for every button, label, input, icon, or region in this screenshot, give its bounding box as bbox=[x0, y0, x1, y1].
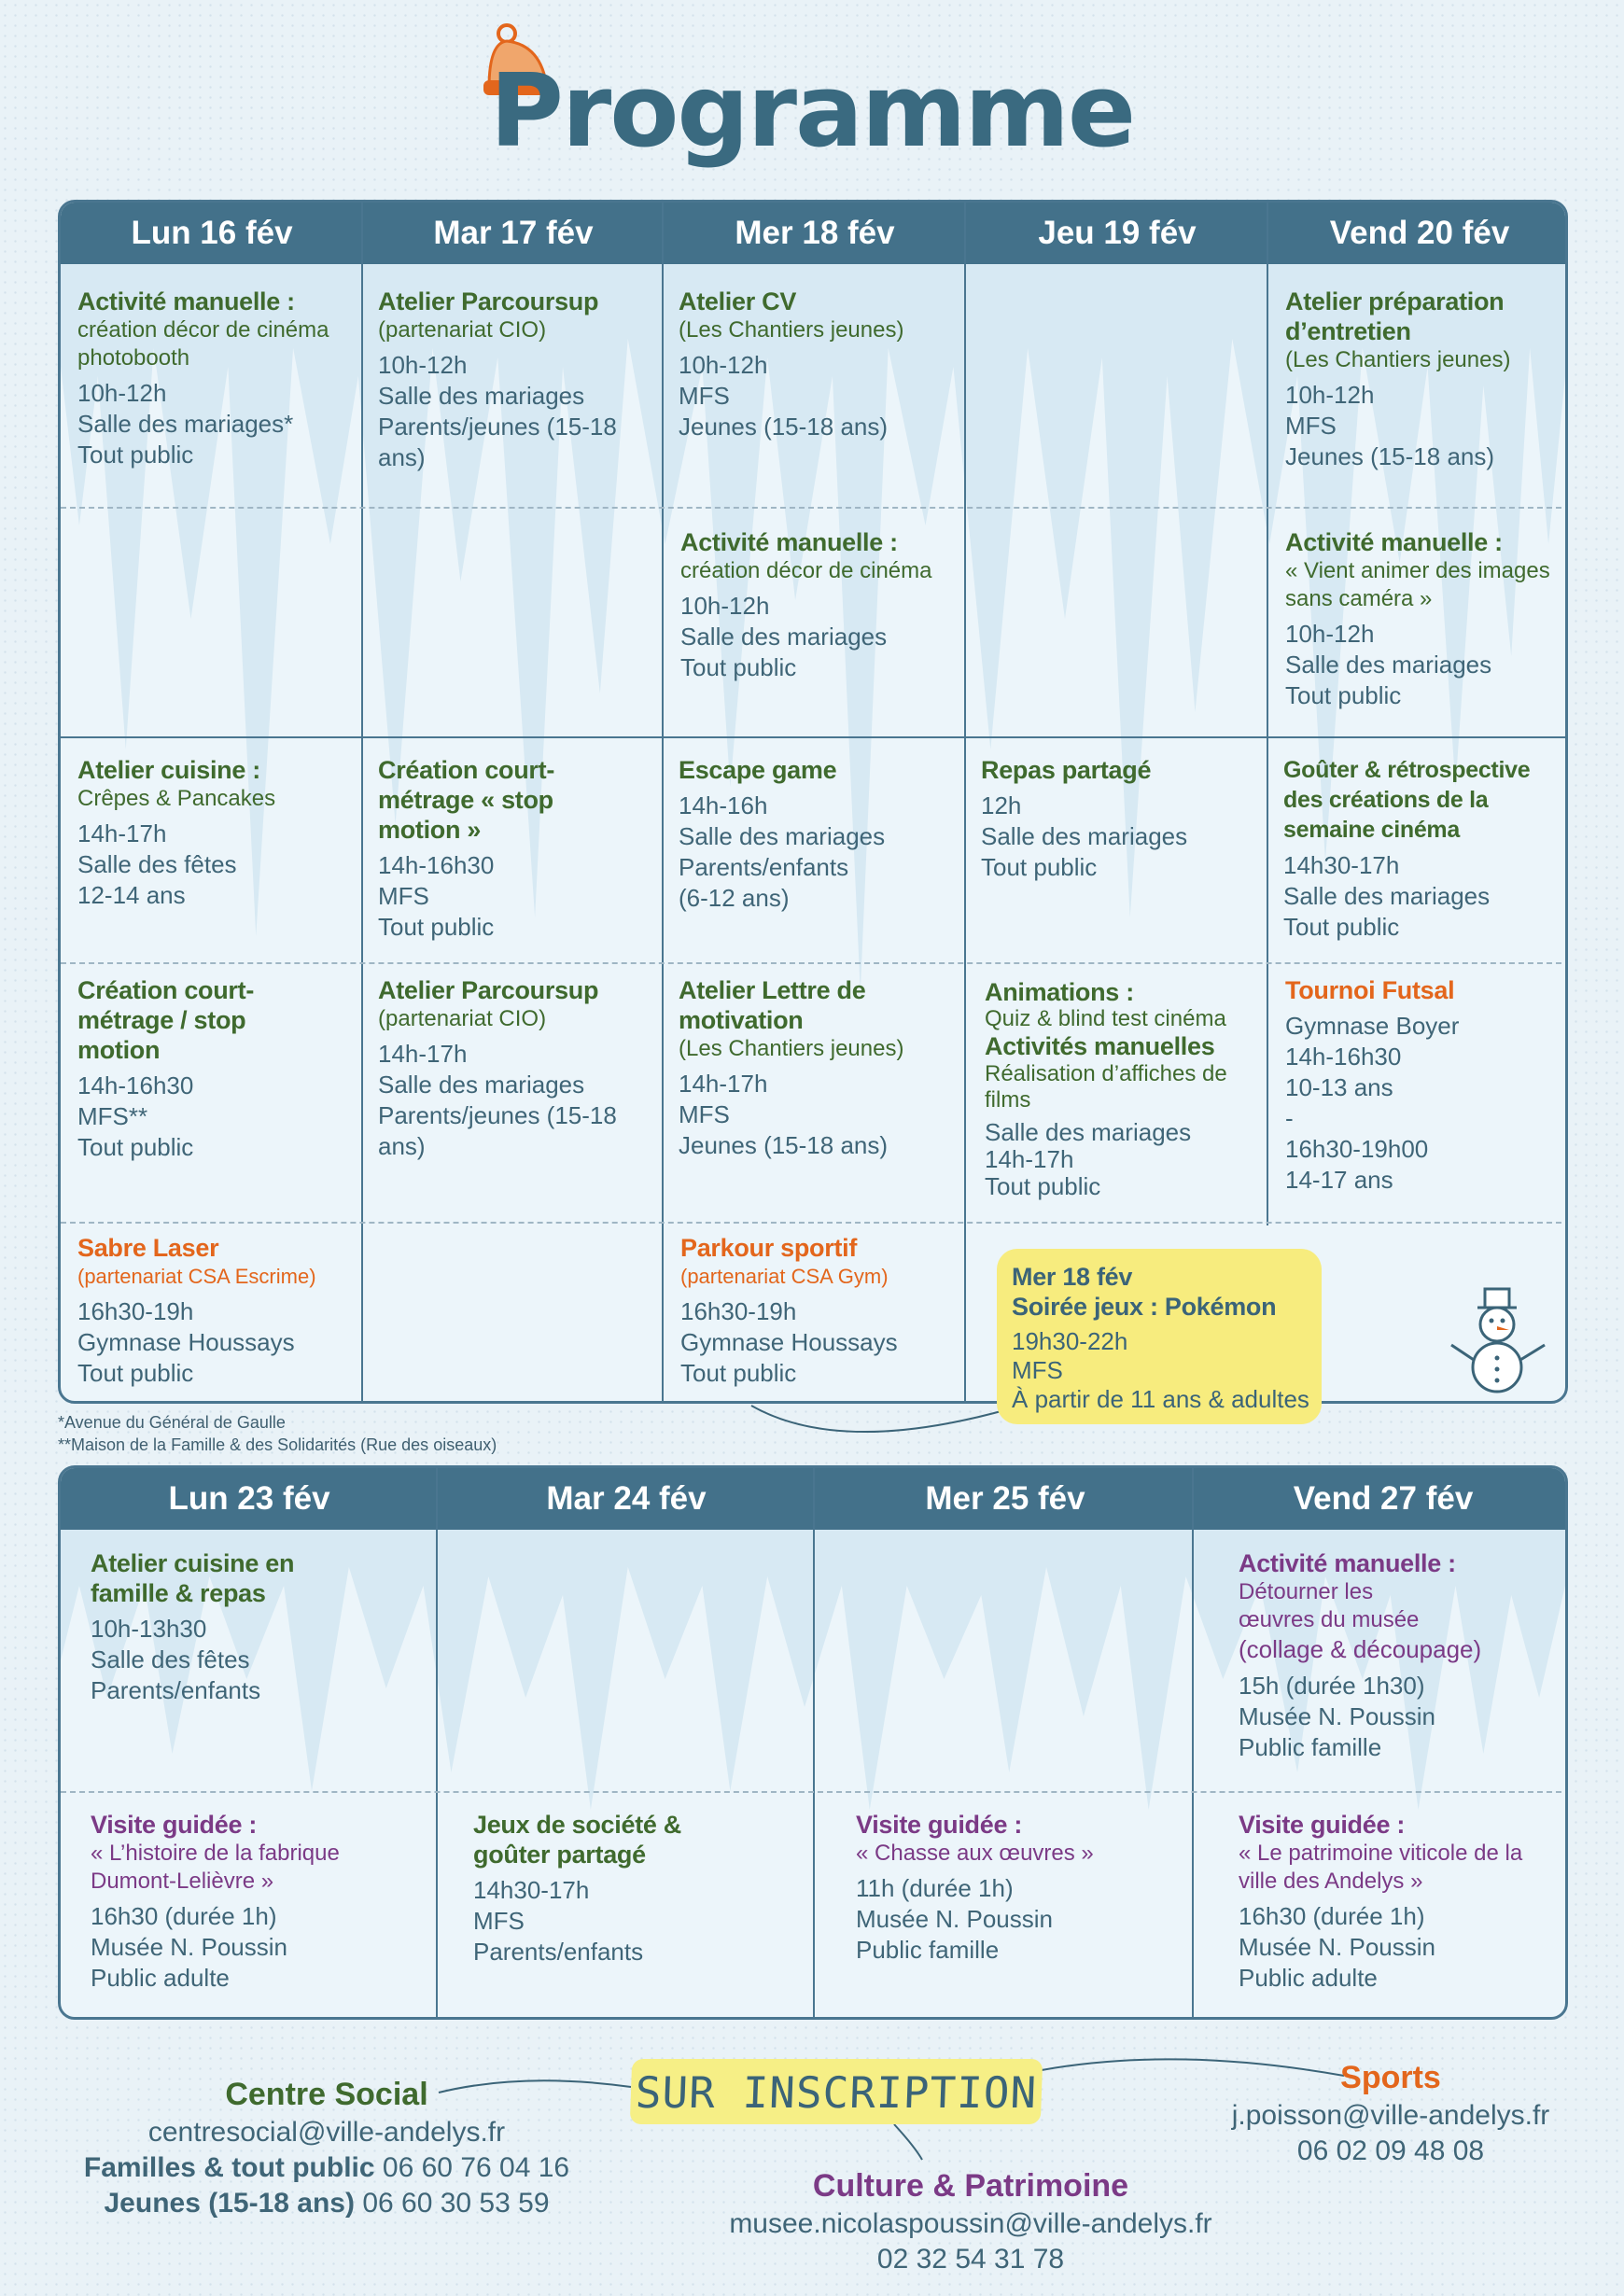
event-card: Atelier Parcoursup (partenariat CIO) 10h-12h Salle des mariages Parents/jeunes (15-18 ans) bbox=[378, 287, 617, 471]
dashed-divider bbox=[61, 1222, 1568, 1224]
contact-email[interactable]: j.poisson@ville-andelys.fr bbox=[1231, 2100, 1550, 2131]
event-card: Jeux de société & goûter partagé 14h30-17h MFS Parents/enfants bbox=[473, 1811, 682, 1966]
event-card: Activité manuelle : création décor de cinéma photobooth 10h-12h Salle des mariages* Tout public bbox=[77, 287, 329, 469]
contact-centre-social bbox=[37, 2074, 616, 2221]
event-card: Visite guidée : « Le patrimoine viticole de la ville des Andelys » 16h30 (durée 1h) Musée N. Poussin Public adulte bbox=[1239, 1811, 1523, 1992]
contact-title: Culture & Patrimoine bbox=[812, 2168, 1129, 2204]
divider bbox=[436, 1468, 438, 2020]
divider bbox=[61, 736, 1568, 738]
event-card: Visite guidée : « Chasse aux œuvres » 11h (durée 1h) Musée N. Poussin Public famille bbox=[856, 1811, 1094, 1964]
contact-email[interactable]: centresocial@ville-andelys.fr bbox=[147, 2117, 506, 2148]
contact-culture bbox=[653, 2165, 1288, 2277]
footnotes bbox=[58, 1411, 497, 1456]
week1-table bbox=[58, 200, 1568, 1404]
footnote: **Maison de la Famille & des Solidarités (Rue des oiseaux) bbox=[58, 1435, 497, 1454]
day-header: Mar 17 fév bbox=[433, 215, 594, 251]
event-card: Atelier Parcoursup (partenariat CIO) 14h-17h Salle des mariages Parents/jeunes (15-18 ans) bbox=[378, 976, 617, 1160]
event-card: Repas partagé 12h Salle des mariages Tout public bbox=[981, 756, 1188, 881]
event-card: Mer 18 fév Soirée jeux : Pokémon 19h30-22h MFS À partir de 11 ans & adultes bbox=[1012, 1263, 1309, 1413]
divider bbox=[1192, 1468, 1194, 2020]
contact-label: Jeunes (15-18 ans) bbox=[104, 2188, 355, 2219]
day-header: Vend 20 fév bbox=[1329, 215, 1510, 251]
contact-title: Centre Social bbox=[225, 2077, 428, 2112]
registration-banner: SUR INSCRIPTION bbox=[630, 2059, 1043, 2124]
contact-phone[interactable]: 06 02 09 48 08 bbox=[1296, 2135, 1485, 2166]
contact-title: Sports bbox=[1340, 2060, 1441, 2095]
divider bbox=[1267, 203, 1268, 1225]
event-card: Visite guidée : « L’histoire de la fabrique Dumont-Lelièvre » 16h30 (durée 1h) Musée N. Poussin Public adulte bbox=[91, 1811, 340, 1992]
contact-email[interactable]: musee.nicolaspoussin@ville-andelys.fr bbox=[729, 2208, 1212, 2239]
divider bbox=[813, 1468, 815, 2020]
dashed-divider bbox=[61, 1791, 1568, 1793]
week1-header bbox=[61, 203, 1568, 264]
event-card: Sabre Laser (partenariat CSA Escrime) 16h30-19h Gymnase Houssays Tout public bbox=[77, 1234, 316, 1387]
event-card: Atelier préparation d’entretien (Les Chantiers jeunes) 10h-12h MFS Jeunes (15-18 ans) bbox=[1285, 287, 1511, 470]
dashed-divider bbox=[61, 507, 1568, 509]
contact-phone[interactable]: 06 60 30 53 59 bbox=[362, 2188, 550, 2219]
event-card: Création court-métrage / stop motion 14h-16h30 MFS** Tout public bbox=[77, 976, 255, 1161]
page-title: Programme bbox=[489, 53, 1135, 170]
special-event-box bbox=[997, 1249, 1322, 1424]
event-card: Parkour sportif (partenariat CSA Gym) 16h30-19h Gymnase Houssays Tout public bbox=[680, 1234, 898, 1387]
contact-sports bbox=[1213, 2057, 1568, 2169]
contact-phone[interactable]: 02 32 54 31 78 bbox=[876, 2244, 1065, 2275]
day-header: Vend 27 fév bbox=[1293, 1480, 1474, 1517]
footnote: *Avenue du Général de Gaulle bbox=[58, 1413, 286, 1432]
dashed-divider bbox=[61, 962, 1568, 964]
event-card: Atelier cuisine en famille & repas 10h-13h30 Salle des fêtes Parents/enfants bbox=[91, 1549, 295, 1704]
day-header: Jeu 19 fév bbox=[1038, 215, 1197, 251]
event-card: Activité manuelle : Détourner les œuvres du musée (collage & découpage) 15h (durée 1h30) Musée N. Poussin Public famille bbox=[1239, 1549, 1482, 1761]
event-card: Escape game 14h-16h Salle des mariages Parents/enfants (6-12 ans) bbox=[679, 756, 886, 912]
event-card: Atelier Lettre de motivation (Les Chantiers jeunes) 14h-17h MFS Jeunes (15-18 ans) bbox=[679, 976, 904, 1159]
week2-table bbox=[58, 1465, 1568, 2020]
day-header: Mar 24 fév bbox=[546, 1480, 707, 1517]
contact-label: Familles & tout public bbox=[83, 2152, 375, 2183]
event-card: Atelier cuisine : Crêpes & Pancakes 14h-17h Salle des fêtes 12-14 ans bbox=[77, 756, 276, 909]
event-card: Goûter & rétrospective des créations de la semaine cinéma 14h30-17h Salle des mariages Tout public bbox=[1283, 757, 1531, 941]
contact-phone[interactable]: 06 60 76 04 16 bbox=[382, 2152, 570, 2183]
snowman-icon bbox=[1442, 1285, 1554, 1397]
day-header: Mer 25 fév bbox=[925, 1480, 1085, 1517]
event-card: Tournoi Futsal Gymnase Boyer 14h-16h30 10-13 ans - 16h30-19h00 14-17 ans bbox=[1285, 976, 1460, 1194]
event-card: Atelier CV (Les Chantiers jeunes) 10h-12h MFS Jeunes (15-18 ans) bbox=[679, 287, 904, 441]
connector-line bbox=[728, 1381, 1036, 1456]
event-card: Création court-métrage « stop motion » 14h-16h30 MFS Tout public bbox=[378, 756, 555, 941]
event-card: Animations : Quiz & blind test cinéma Activités manuelles Réalisation d’affiches de films Salle des mariages 14h-17h Tout public bbox=[985, 978, 1227, 1200]
event-card: Activité manuelle : « Vient animer des images sans caméra » 10h-12h Salle des mariages Tout public bbox=[1285, 528, 1550, 709]
event-card: Activité manuelle : création décor de cinéma 10h-12h Salle des mariages Tout public bbox=[680, 528, 932, 681]
day-header: Lun 23 fév bbox=[168, 1480, 330, 1517]
day-header: Mer 18 fév bbox=[735, 215, 895, 251]
day-header: Lun 16 fév bbox=[131, 215, 293, 251]
